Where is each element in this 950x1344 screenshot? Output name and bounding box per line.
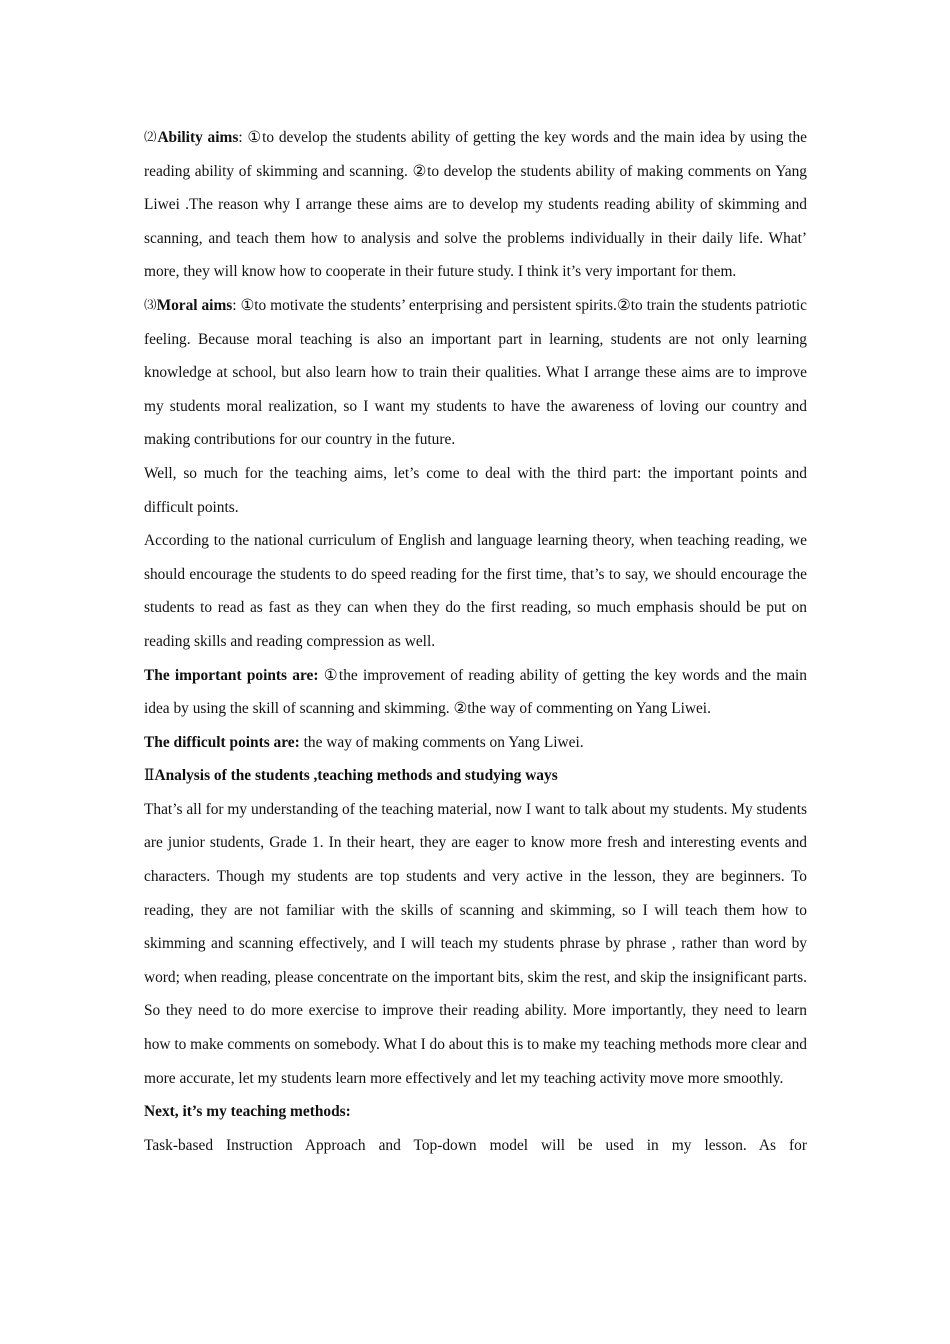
moral-aims-paragraph bbox=[144, 289, 807, 457]
curriculum-paragraph: According to the national curriculum of English and language learning theory, when teaching reading, we should encourage the students to do speed reading for the first time, that’s to say, we should encourage the students to read as fast as they can when they do the first reading, so much emphasis should be put on reading skills and reading compression as well. bbox=[144, 532, 807, 650]
ability-aims-heading: Ability aims bbox=[157, 129, 239, 146]
important-points-label: The important points are: bbox=[144, 666, 319, 684]
difficult-points-text: the way of making comments on Yang Liwei. bbox=[299, 733, 584, 751]
section-title: Analysis of the students ,teaching methods and studying ways bbox=[154, 767, 558, 785]
students-paragraph: That’s all for my understanding of the teaching material, now I want to talk about my students. My students are junior students, Grade 1. In their heart, they are eager to know more fresh and interesting events and characters. Though my students are top students and very active in the lesson, they are beginners. To reading, they are not familiar with the skills of scanning and skimming, so I will teach them how to skimming and scanning effectively, and I will teach my students phrase by phrase , rather than word by word; when reading, please concentrate on the important bits, skim the rest, and skip the insignificant parts. So they need to do more exercise to improve their reading ability. More importantly, they need to learn how to make comments on somebody. What I do about this is to make my teaching methods more clear and more accurate, let my students learn more effectively and let my teaching activity move more smoothly. bbox=[144, 800, 807, 1087]
section-heading bbox=[144, 759, 807, 793]
next-methods-label: Next, it’s my teaching methods: bbox=[144, 1103, 351, 1121]
transition-paragraph: Well, so much for the teaching aims, let’s come to deal with the third part: the important points and difficult points. bbox=[144, 464, 807, 516]
document-page bbox=[144, 121, 807, 1162]
important-points-paragraph bbox=[144, 659, 807, 726]
moral-aims-text: : ①to motivate the students’ enterprising and persistent spirits.②to train the students patriotic feeling. Because moral teaching is also an important part in learning, students are not only learning knowledge at school, but also learn how to train their qualities. What I arrange these aims are to improve my students moral realization, so I want my students to have the awareness of loving our country and making contributions for our country in the future. bbox=[144, 296, 807, 449]
ability-aims-number: ⑵ bbox=[144, 130, 158, 144]
moral-aims-heading: Moral aims bbox=[156, 296, 233, 314]
ability-aims-text: : ①to develop the students ability of getting the key words and the main idea by using the reading ability of skimming and scanning. ②to develop the students ability of making comments on Yang Liwei .The reason why I arrange these aims are to develop my students reading ability of skimming and scanning, and teach them how to analysis and solve the problems individually in their daily life. What’ more, they will know how to cooperate in their future study. I think it’s very important for them. bbox=[144, 129, 807, 281]
section-numeral: Ⅱ bbox=[144, 767, 155, 785]
ability-aims-paragraph bbox=[144, 121, 807, 289]
difficult-points-label: The difficult points are: bbox=[144, 733, 300, 751]
important-points-text: ①the improvement of reading ability of getting the key words and the main idea by using the skill of scanning and skimming. ②the way of commenting on Yang Liwei. bbox=[144, 666, 807, 718]
next-methods-heading bbox=[144, 1095, 807, 1129]
moral-aims-number: ⑶ bbox=[144, 297, 157, 312]
difficult-points-paragraph bbox=[144, 726, 807, 760]
methods-paragraph: Task-based Instruction Approach and Top-down model will be used in my lesson. As for bbox=[144, 1136, 807, 1154]
